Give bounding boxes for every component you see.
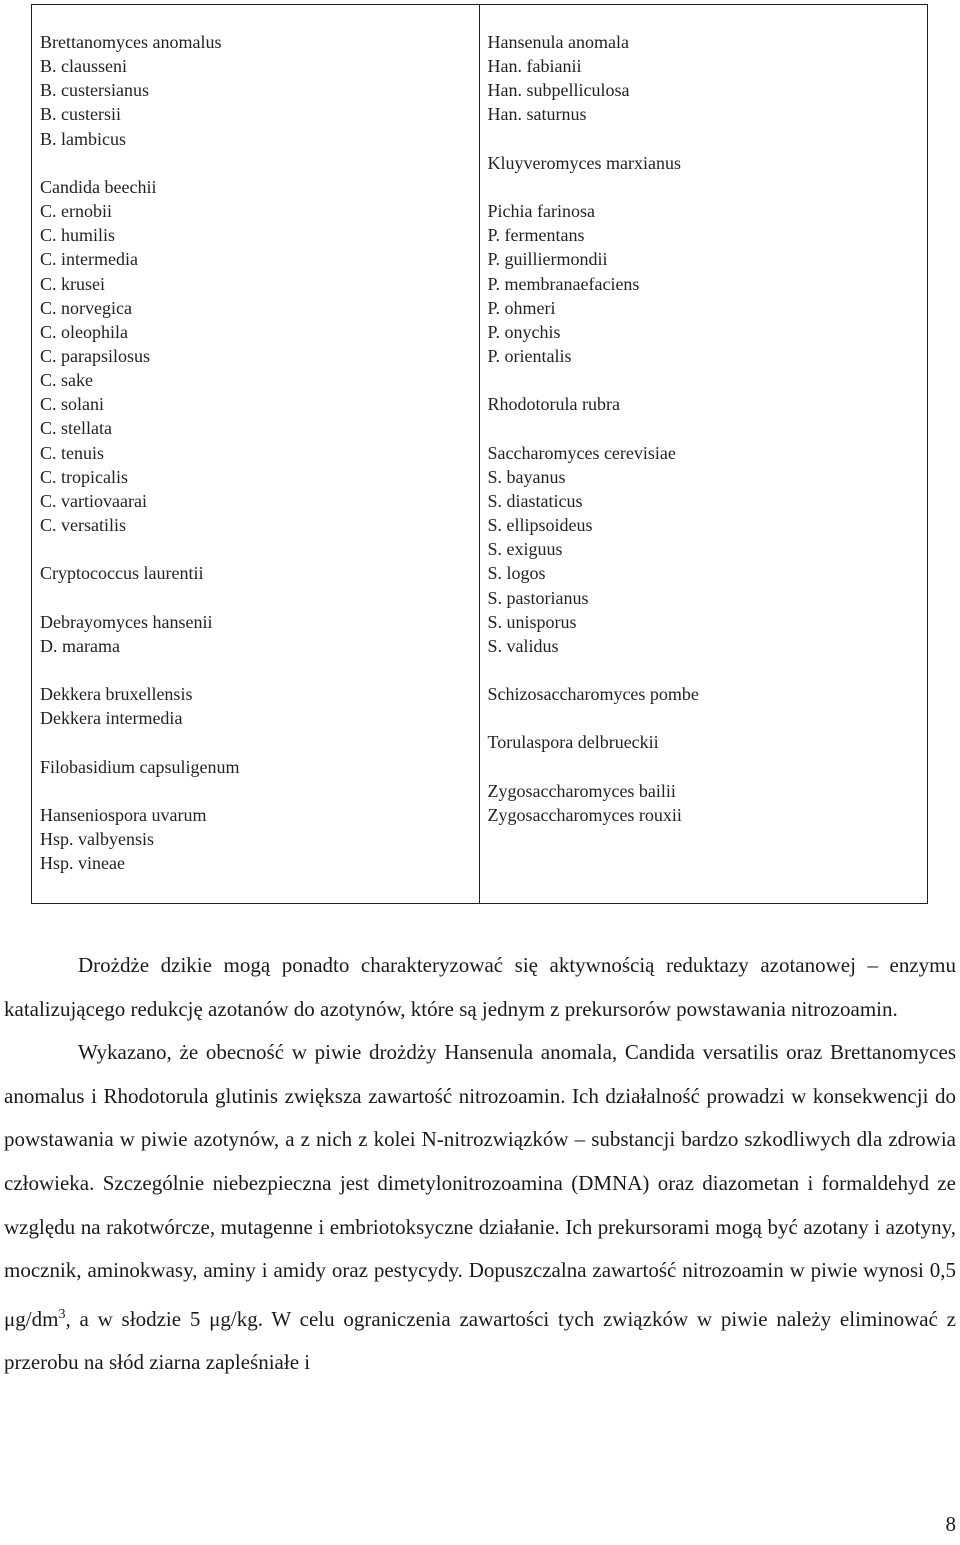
species-name: B. custersii	[40, 104, 121, 125]
species-name: S. validus	[487, 635, 559, 656]
genus-group	[40, 175, 479, 537]
species-name: B. custersianus	[40, 80, 149, 101]
species-name: Han. subpelliculosa	[487, 80, 630, 101]
species-name: Saccharomyces cerevisiae	[487, 442, 676, 463]
species-name: C. versatilis	[40, 515, 126, 536]
genus-group	[488, 151, 928, 175]
species-name: Kluyveromyces marxianus	[487, 152, 681, 173]
genus-group	[488, 441, 928, 658]
species-name: Pichia farinosa	[487, 201, 595, 222]
page-number: 8	[945, 1512, 956, 1536]
species-name: B. lambicus	[40, 128, 126, 149]
genus-group	[40, 610, 479, 658]
genus-group	[40, 682, 479, 730]
species-column-right	[480, 5, 928, 903]
species-name: C. solani	[40, 394, 105, 415]
species-name: Hsp. valbyensis	[40, 829, 154, 850]
yeast-species-table	[31, 4, 928, 904]
species-name: S. pastorianus	[487, 587, 589, 608]
species-name: Filobasidium capsuligenum	[40, 756, 240, 777]
species-name: Dekkera intermedia	[40, 708, 183, 729]
species-name: C. tenuis	[40, 442, 105, 463]
genus-group	[488, 30, 928, 127]
species-name: C. vartiovaarai	[40, 490, 147, 511]
species-name: Cryptococcus laurentii	[40, 563, 204, 584]
species-name: S. bayanus	[487, 466, 566, 487]
species-name: S. exiguus	[487, 539, 563, 560]
paragraph-reductase: Drożdże dzikie mogą ponadto charakteryzować się aktywnością reduktazy azotanowej – enzymu katalizującego redukcję azotanów do azotynów, które są jednym z prekursorów powstawania nitrozoamin.	[4, 953, 956, 1021]
species-name: S. logos	[487, 563, 546, 584]
species-name: Rhodotorula rubra	[487, 394, 620, 415]
species-name: Candida beechii	[40, 176, 157, 197]
genus-group	[40, 561, 479, 585]
genus-group	[40, 803, 479, 875]
species-name: C. stellata	[40, 418, 112, 439]
species-name: Hanseniospora uvarum	[40, 804, 207, 825]
species-name: C. ernobii	[40, 201, 112, 222]
species-column-left	[32, 5, 480, 903]
species-name: S. ellipsoideus	[487, 515, 593, 536]
species-name: Torulaspora delbrueckii	[487, 732, 659, 753]
paragraph-nitrosamines	[4, 1031, 956, 1385]
superscript-cubic: 3	[58, 1306, 66, 1322]
species-name: P. onychis	[487, 321, 561, 342]
species-name: P. orientalis	[487, 346, 572, 366]
genus-group	[40, 755, 479, 779]
species-name: Schizosaccharomyces pombe	[487, 684, 699, 705]
species-name: C. parapsilosus	[40, 346, 150, 367]
species-name: C. humilis	[40, 225, 116, 246]
genus-group	[40, 30, 479, 151]
species-name: Hsp. vineae	[40, 853, 125, 874]
species-name: Zygosaccharomyces bailii	[487, 780, 676, 801]
species-name: C. krusei	[40, 273, 105, 294]
species-name: C. norvegica	[40, 297, 132, 318]
species-name: Zygosaccharomyces rouxii	[487, 804, 682, 825]
species-name: C. sake	[40, 370, 93, 391]
body-text	[4, 944, 956, 1385]
genus-group	[488, 730, 928, 754]
species-name: Han. saturnus	[487, 104, 587, 125]
paragraph-nitrosamines-text: Wykazano, że obecność w piwie drożdży Hansenula anomala, Candida versatilis oraz Brettanomyces anomalus i Rhodotorula glutinis zwiększa zawartość nitrozoamin. Ich działalność prowadzi w konsekwencji do powstawania w piwie azotynów, a z nich z kolei N-nitrozwiązków – substancji bardzo szkodliwych dla zdrowia człowieka. Szczególnie niebezpieczna jest dimetylonitrozoamina (DMNA) oraz diazometan i formaldehyd ze względu na rakotwórcze, mutagenne i embriotoksyczne działanie. Ich prekursorami mogą być azotany i azotyny, mocznik, aminokwasy, aminy i amidy oraz pestycydy. Dopuszczalna zawartość nitrozoamin w piwie wynosi 0,5 μg/dm	[4, 1040, 956, 1331]
species-name: P. guilliermondii	[487, 249, 608, 270]
species-name: P. membranaefaciens	[487, 273, 640, 294]
species-name: Hansenula anomala	[487, 32, 629, 52]
genus-group	[488, 682, 928, 706]
species-name: C. intermedia	[40, 249, 138, 270]
species-name: S. diastaticus	[487, 490, 583, 511]
species-name: Brettanomyces anomalus	[40, 32, 222, 52]
paragraph-nitrosamines-text-end: , a w słodzie 5 μg/kg. W celu ograniczenia zawartości tych związków w piwie należy eliminować z przerobu na słód ziarna zapleśniałe i	[4, 1306, 956, 1375]
species-name: P. fermentans	[487, 225, 585, 246]
species-name: B. clausseni	[40, 56, 127, 77]
genus-group	[488, 779, 928, 827]
species-name: C. oleophila	[40, 321, 128, 342]
species-name: C. tropicalis	[40, 466, 128, 487]
species-name: P. ohmeri	[487, 297, 556, 318]
species-name: D. marama	[40, 635, 120, 656]
genus-group	[488, 392, 928, 416]
species-name: S. unisporus	[487, 611, 577, 632]
species-name: Dekkera bruxellensis	[40, 684, 193, 705]
species-name: Debrayomyces hansenii	[40, 611, 213, 632]
genus-group	[488, 199, 928, 368]
species-name: Han. fabianii	[487, 56, 582, 77]
